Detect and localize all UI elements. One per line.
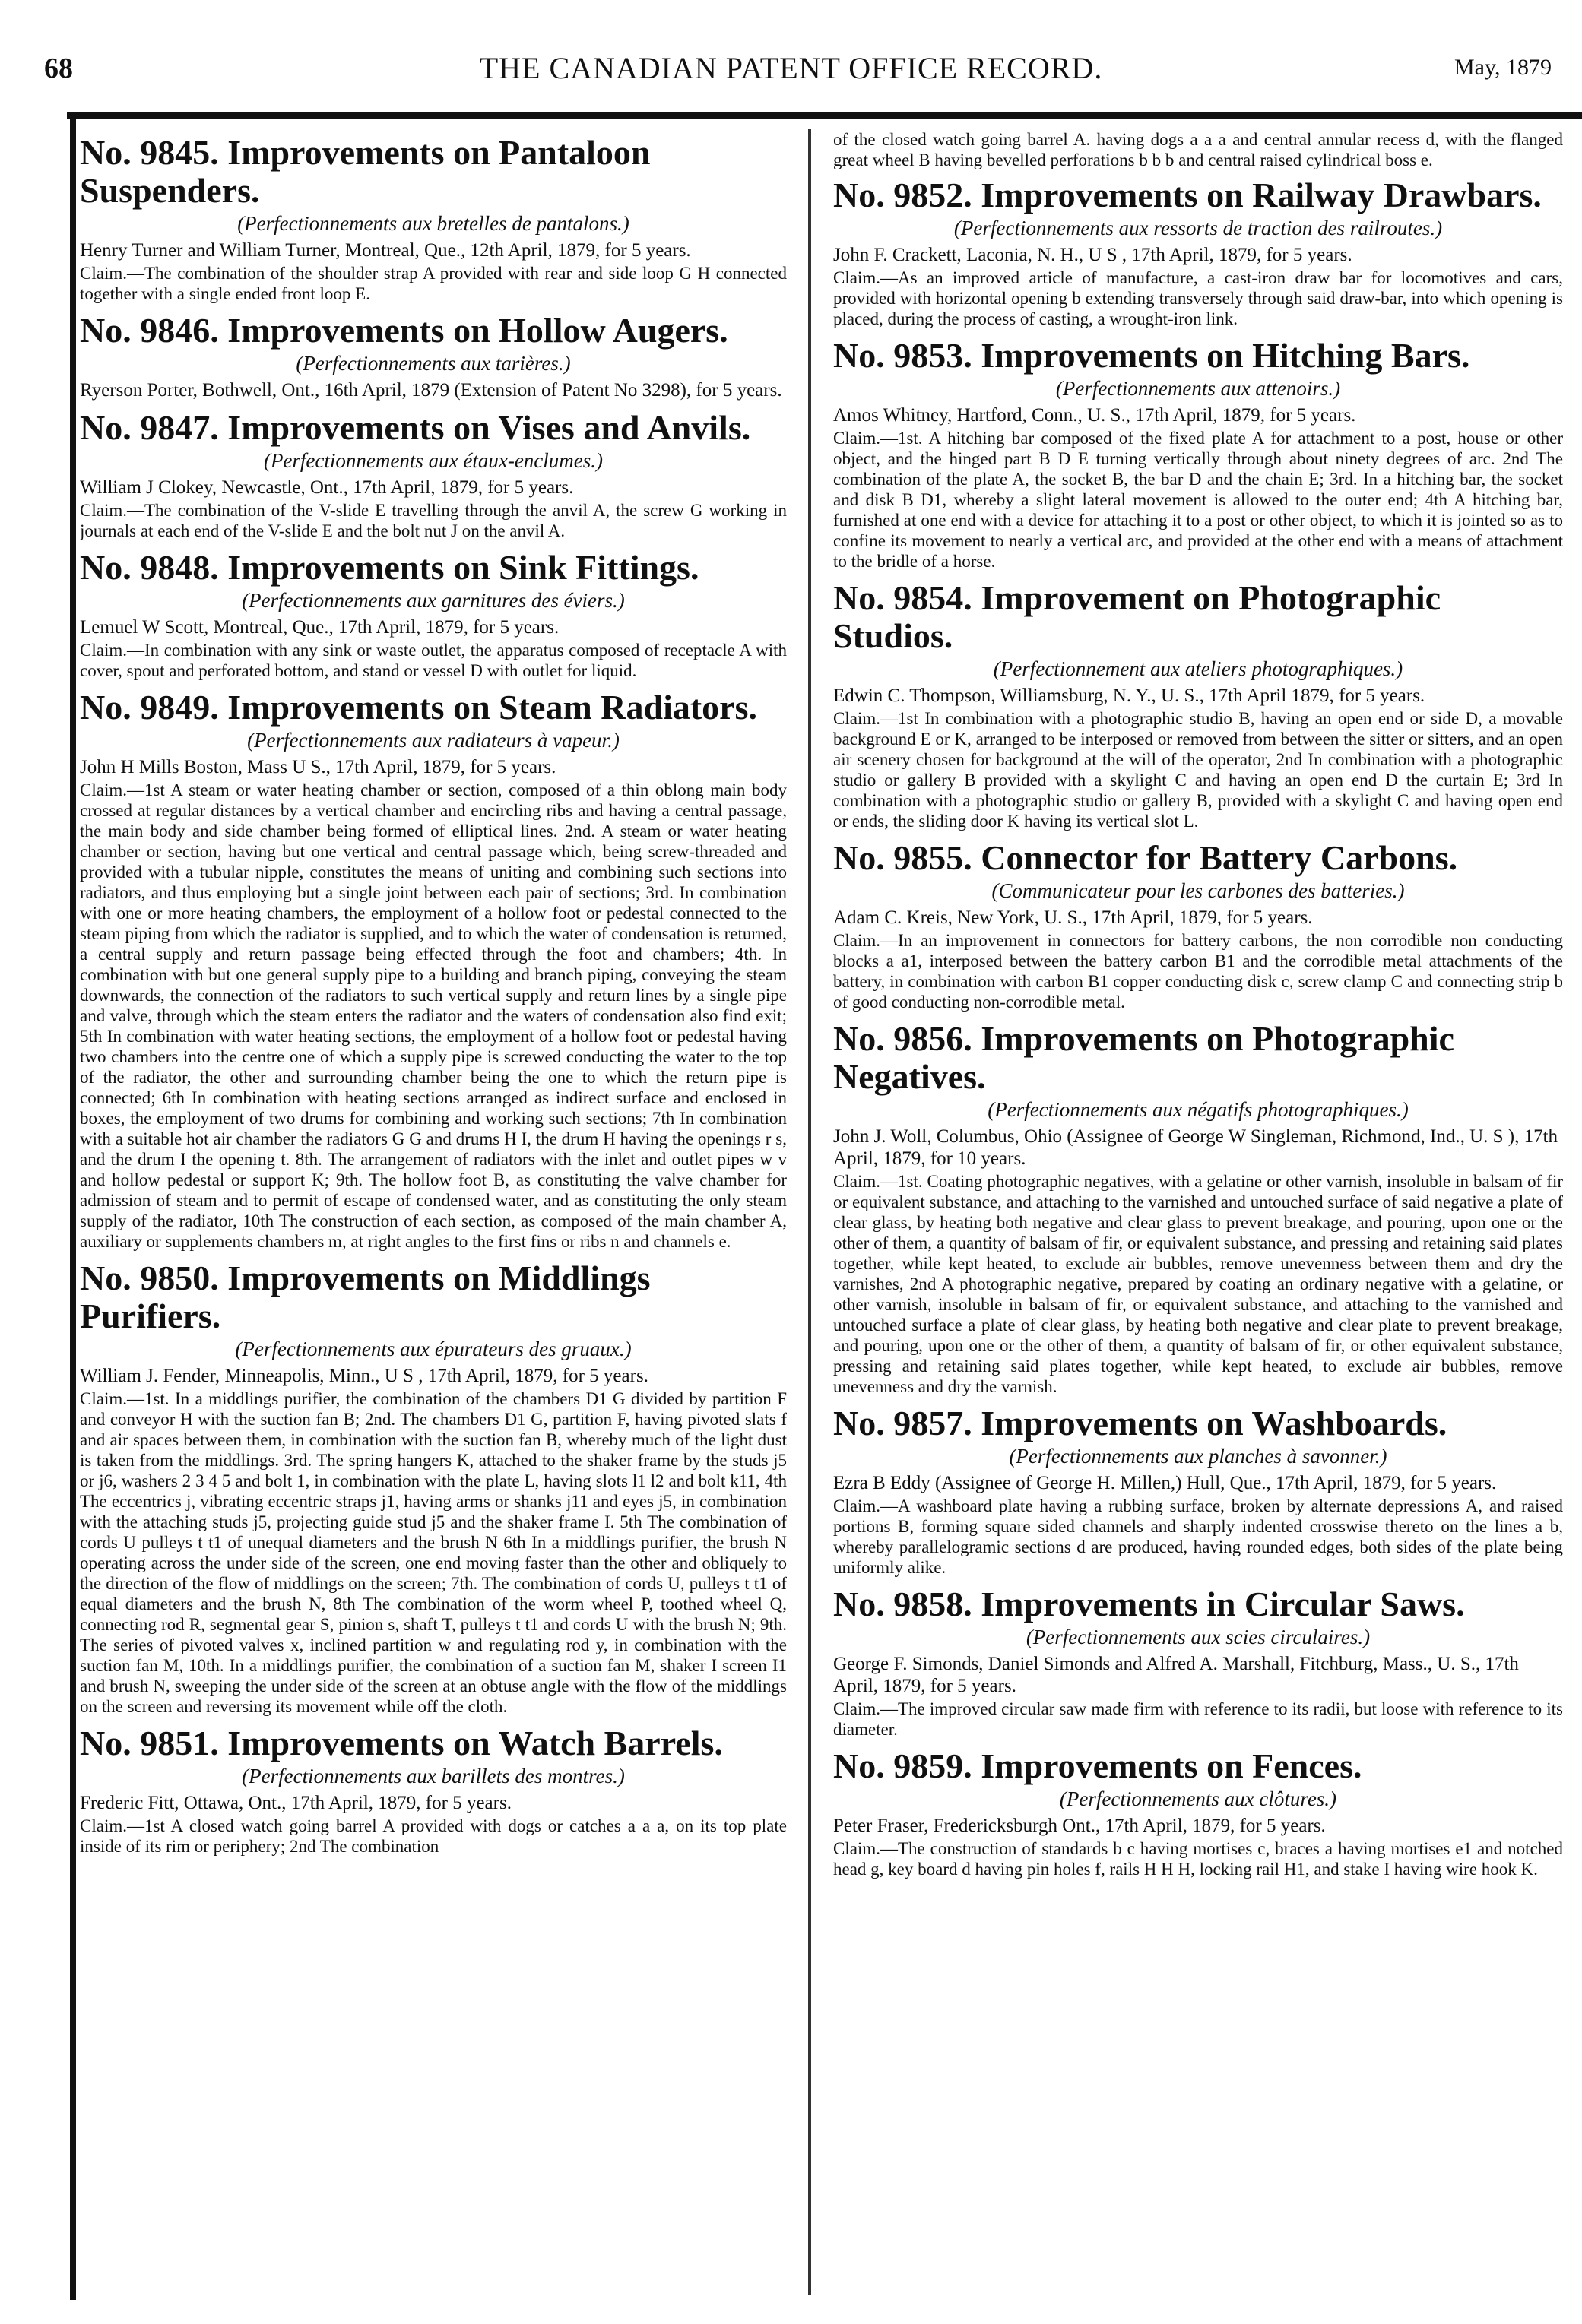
patent-french-title: (Perfectionnements aux attenoirs.)	[1055, 377, 1341, 400]
patent-claim: Claim.—1st. A hitching bar composed of the fixed plate A for attachment to a post, house or other object, and the hinged part B D E turning vertically through about ninety degrees of arc. 2nd The combination of the plate A, the socket B, the bar D and the chain E; 3rd. In a hitching bar, the socket and disk B D1, whereby a slight lateral movement is allowed to the outer end; 4th A hitching bar, furnished at one end with a device for attaching it to a post or other object, to which it is jointed so as to confine its movement to nearly a vertical arc, and provided at the other end with a means of attachment to the bridle of a horse.	[833, 429, 1563, 571]
patent-french-title: (Perfectionnements aux clôtures.)	[1059, 1787, 1337, 1810]
patent-title: No. 9852. Improvements on Railway Drawbars.	[833, 176, 1542, 214]
patent-claim: Claim.—The combination of the V-slide E travelling through the anvil A, the screw G working in journals at each end of the V-slide E and the bolt nut J on the anvil A.	[80, 501, 787, 540]
patent-french-title: (Perfectionnements aux garnitures des éviers.)	[242, 589, 625, 612]
patentee-line: John H Mills Boston, Mass U S., 17th April, 1879, for 5 years.	[80, 757, 556, 777]
patentee-line: Henry Turner and William Turner, Montreal, Que., 12th April, 1879, for 5 years.	[80, 240, 691, 261]
patent-claim: Claim.—The improved circular saw made firm with reference to its radii, but loose with reference to its diameter.	[833, 1699, 1563, 1739]
left-border-rule	[70, 119, 76, 2300]
patent-title: No. 9858. Improvements in Circular Saws.	[833, 1585, 1465, 1623]
patent-entry-9849	[80, 689, 787, 1252]
patent-french-title: (Communicateur pour les carbones des batteries.)	[991, 879, 1405, 902]
patent-entry-9847	[80, 409, 787, 541]
patent-claim: Claim.—In combination with any sink or waste outlet, the apparatus composed of receptacle A with cover, spout and perforated bottom, and stand or vessel D with outlet for liquid.	[80, 641, 787, 680]
header-rule	[67, 112, 1582, 119]
patent-claim: Claim.—The combination of the shoulder strap A provided with rear and side loop G H connected together with a single ended front loop E.	[80, 264, 787, 303]
patent-entry-9855	[833, 839, 1563, 1012]
issue-date: May, 1879	[1454, 55, 1552, 80]
patentee-line: Ezra B Eddy (Assignee of George H. Millen,) Hull, Que., 17th April, 1879, for 5 years.	[833, 1473, 1497, 1493]
publication-title: THE CANADIAN PATENT OFFICE RECORD.	[479, 51, 1103, 85]
patent-claim: Claim.—1st In combination with a photographic studio B, having an open end or side D, a movable background E or K, arranged to be interposed or removed from between the sitter or sitters, and an open air scenery chosen for background at the will of the operator, 2nd In combination with a photographic studio or gallery B provided with a skylight C and having an open end D the curtain E; 3rd In combination with a photographic studio or gallery B, provided with a skylight C and having open end or ends, the sliding door K having its vertical slot L.	[833, 709, 1563, 831]
patentee-line: Lemuel W Scott, Montreal, Que., 17th April, 1879, for 5 years.	[80, 617, 560, 638]
patent-title: No. 9846. Improvements on Hollow Augers.	[80, 311, 728, 350]
page-header	[0, 0, 1582, 114]
patentee-line: George F. Simonds, Daniel Simonds and Alfred A. Marshall, Fitchburg, Mass., U. S., 17th April, 1879, for 5 years.	[833, 1654, 1519, 1696]
patent-title: No. 9854. Improvement on Photographic Studios.	[833, 578, 1441, 655]
patent-french-title: (Perfectionnements aux négatifs photographiques.)	[988, 1098, 1409, 1121]
patent-entry-9857	[833, 1404, 1563, 1578]
patentee-line: William J Clokey, Newcastle, Ont., 17th April, 1879, for 5 years.	[80, 477, 574, 498]
patent-entry-9854	[833, 579, 1563, 831]
patent-entry-9853	[833, 337, 1563, 572]
patent-french-title: (Perfectionnements aux barillets des montres.)	[242, 1765, 625, 1787]
patent-entry-9846	[80, 312, 787, 401]
patent-entry-9848	[80, 549, 787, 681]
patentee-line: William J. Fender, Minneapolis, Minn., U S , 17th April, 1879, for 5 years.	[80, 1366, 648, 1386]
patent-title: No. 9859. Improvements on Fences.	[833, 1746, 1362, 1785]
patent-entry-9851	[80, 1724, 787, 1857]
patent-title: No. 9845. Improvements on Pantaloon Suspenders.	[80, 133, 651, 210]
patent-claim: Claim.—1st. Coating photographic negatives, with a gelatine or other varnish, insoluble in balsam of fir or equivalent substance, and attaching to the varnished and untouched surface of said negative a plate of clear glass, by heating both negative and clear glass to prevent breakage, and pouring, upon one or the other of them, a quantity of balsam of fir, or equivalent substance, and pressing and retaining said plates together, while kept heated, to exclude air bubbles, remove unevenness between them and dry the varnishes, 2nd A photographic negative, prepared by coating an ordinary negative with a gelatine, or other varnish, insoluble in balsam of fir, or equivalent substance, and attaching to the varnished and untouched surface a plate of clear glass, by heating both negative and clear plate to prevent breakage, and pouring, upon one or the other of them, a quantity of balsam of fir, or other equivalent substance, pressing and retaining said plates together, while kept heated, to exclude air bubbles, remove unevenness and dry the varnish.	[833, 1172, 1563, 1396]
patent-french-title: (Perfectionnements aux planches à savonner.)	[1009, 1445, 1387, 1468]
right-column	[833, 129, 1563, 2295]
patent-french-title: (Perfectionnements aux étaux-enclumes.)	[263, 449, 604, 472]
patent-claim: Claim.—1st. In a middlings purifier, the combination of the chambers D1 G divided by partition F and conveyor H with the suction fan B; 2nd. The chambers D1 G, partition F, having pivoted slats f and air spaces between them, in combination with the suction fan B, whereby much of the light dust is taken from the middlings. 3rd. The spring hangers K, attached to the shaker frame by the studs j5 or j6, washers 2 3 4 5 and bolt 1, in combination with the plate L, having slots l1 l2 and bolt k11, 4th The eccentrics j, vibrating eccentric straps j1, having arms or shanks j11 and eyes j5, in combination with the attaching studs j5, projecting guide stud j5 and the shaker frame I. 5th The combination of cords U pulleys t t1 of unequal diameters and the brush N 6th In a middlings purifier, the brush N operating across the under side of the screen, one end moving faster than the other and obliquely to the direction of the flow of middlings on the screen; 7th. The combination of cords U, pulleys t t1 of equal diameters and the brush N, 8th The combination of the worm wheel P, toothed wheel Q, connecting rod R, segmental gear S, pinion s, shaft T, pulleys t t1 and cords U with the brush N; 9th. The series of pivoted valves x, inclined partition w and regulating rod y, in combination with the suction fan M, 10th. In a middlings purifier, the combination of a suction fan M, shaker I screen I1 and brush N, sweeping the under side of the screen at an obtuse angle with the flow of the middlings on the screen and reversing its movement while off the cloth.	[80, 1389, 787, 1716]
patent-french-title: (Perfectionnements aux ressorts de traction des railroutes.)	[953, 217, 1443, 239]
patent-french-title: (Perfectionnements aux radiateurs à vapeur.)	[247, 729, 620, 752]
patent-entry-9845	[80, 134, 787, 304]
patent-title: No. 9857. Improvements on Washboards.	[833, 1404, 1447, 1442]
patent-french-title: (Perfectionnements aux bretelles de pantalons.)	[237, 212, 629, 235]
patent-french-title: (Perfectionnements aux scies circulaires.)	[1026, 1626, 1371, 1648]
left-column	[80, 129, 787, 2295]
patentee-line: Peter Fraser, Fredericksburgh Ont., 17th April, 1879, for 5 years.	[833, 1816, 1326, 1836]
patent-claim: Claim.—1st A steam or water heating chamber or section, composed of a thin oblong main body crossed at regular distances by a vertical chamber and encircling ribs and having a central passage, the main body and side chamber being formed of elliptical lines. 2nd. A steam or water heating chamber or section, having but one vertical and central passage which, being screw-threaded and provided with a tubular nipple, constitutes the means of uniting and combining such sections into radiators, and thus employing but a single joint between each pair of sections; 3rd. In combination with one or more heating chambers, the employment of a hollow foot or pedestal connected to the steam piping from which the radiator is supplied, and to which the water of condensation is returned, a central supply and return passage being effected through the foot and chambers; 4th. In combination with but one general supply pipe to a building and branch piping, conveying the steam downwards, the connection of the radiators to such vertical supply and return lines by a single pipe and valve, through which the steam enters the radiator and the waters of condensation also find exit; 5th In combination with water heating sections, the employment of a hollow foot or pedestal having two chambers into the centre one of which a supply pipe is screwed conducting the water to the top of the radiator, the other and surrounding chamber being the one to which the return pipe is connected; 6th In combination with heating sections arranged as indirect surface and enclosed in boxes, the employment of two drums for combining and working such sections; 7th In combination with a suitable hot air chamber the radiators G G and drums H I, the drum H having the openings r s, and the drum I the opening t. 8th. The arrangement of radiators with the inlet and outlet pipes w v and hollow pedestal or support K; 9th. The hollow foot B, as constituting the valve chamber for admission of steam and to permit of escape of condensed water, and as constituting the only steam supply of the radiator, 10th The construction of each section, as composed of the main chamber A, auxiliary or supplements chambers m, at right angles to the first fins or ribs n and channels e.	[80, 780, 787, 1251]
patent-entry-9859	[833, 1747, 1563, 1879]
page-number: 68	[44, 52, 73, 84]
patentee-line: Frederic Fitt, Ottawa, Ont., 17th April, 1879, for 5 years.	[80, 1793, 512, 1813]
patent-title: No. 9853. Improvements on Hitching Bars.	[833, 336, 1470, 375]
patentee-line: Ryerson Porter, Bothwell, Ont., 16th April, 1879 (Extension of Patent No 3298), for 5 years.	[80, 380, 782, 401]
patentee-line: Amos Whitney, Hartford, Conn., U. S., 17th April, 1879, for 5 years.	[833, 405, 1356, 426]
patent-claim: Claim.—The construction of standards b c having mortises c, braces a having mortises e1 and notched head g, key board d having pin holes f, rails H H H, locking rail H1, and stake I having wire hook K.	[833, 1839, 1563, 1879]
patent-french-title: (Perfectionnement aux ateliers photographiques.)	[993, 657, 1403, 680]
column-divider	[808, 129, 811, 2295]
patent-claim: Claim.—In an improvement in connectors for battery carbons, the non corrodible non conducting blocks a a1, interposed between the battery carbon B1 and the corrodible metal attachments of the battery, in combination with carbon B1 copper conducting disk c, screw clamp C and connecting strip b of good conducting non-corrodible metal.	[833, 931, 1563, 1012]
patent-claim: Claim.—As an improved article of manufacture, a cast-iron draw bar for locomotives and cars, provided with horizontal opening b extending transversely through said draw-bar, into which opening is placed, during the process of casting, a wrought-iron link.	[833, 268, 1563, 328]
patent-claim: Claim.—1st A closed watch going barrel A provided with dogs or catches a a a, on its top plate inside of its rim or periphery; 2nd The combination	[80, 1816, 787, 1856]
patent-title: No. 9856. Improvements on Photographic Negatives.	[833, 1019, 1454, 1096]
patentee-line: Edwin C. Thompson, Williamsburg, N. Y., U. S., 17th April 1879, for 5 years.	[833, 685, 1425, 706]
patent-title: No. 9849. Improvements on Steam Radiators.	[80, 688, 758, 727]
patent-entry-9850	[80, 1259, 787, 1717]
patent-french-title: (Perfectionnements aux tarières.)	[296, 352, 571, 375]
patent-entry-9852	[833, 176, 1563, 329]
patent-title: No. 9850. Improvements on Middlings Purifiers.	[80, 1259, 651, 1335]
patent-french-title: (Perfectionnements aux épurateurs des gruaux.)	[235, 1338, 632, 1360]
patent-claim: Claim.—A washboard plate having a rubbing surface, broken by alternate depressions A, and raised portions B, forming square sided channels and sharply indented crosswise thereto on the lines a b, whereby parallelogramic sections d are produced, having rounded edges, both sides of the plate being uniformly alike.	[833, 1496, 1563, 1577]
patentee-line: John F. Crackett, Laconia, N. H., U S , 17th April, 1879, for 5 years.	[833, 245, 1352, 265]
claim-continuation: of the closed watch going barrel A. having dogs a a a and central annular recess d, with the flanged great wheel B having bevelled perforations b b b and central raised cylindrical boss e.	[833, 130, 1563, 169]
patent-entry-9856	[833, 1020, 1563, 1397]
patentee-line: John J. Woll, Columbus, Ohio (Assignee of George W Singleman, Richmond, Ind., U. S ), 17th April, 1879, for 10 years.	[833, 1126, 1558, 1169]
patent-title: No. 9847. Improvements on Vises and Anvils.	[80, 408, 751, 447]
patent-title: No. 9848. Improvements on Sink Fittings.	[80, 548, 699, 587]
patent-title: No. 9855. Connector for Battery Carbons.	[833, 838, 1458, 877]
patent-entry-9858	[833, 1585, 1563, 1740]
patent-title: No. 9851. Improvements on Watch Barrels.	[80, 1724, 723, 1762]
patentee-line: Adam C. Kreis, New York, U. S., 17th April, 1879, for 5 years.	[833, 907, 1313, 928]
